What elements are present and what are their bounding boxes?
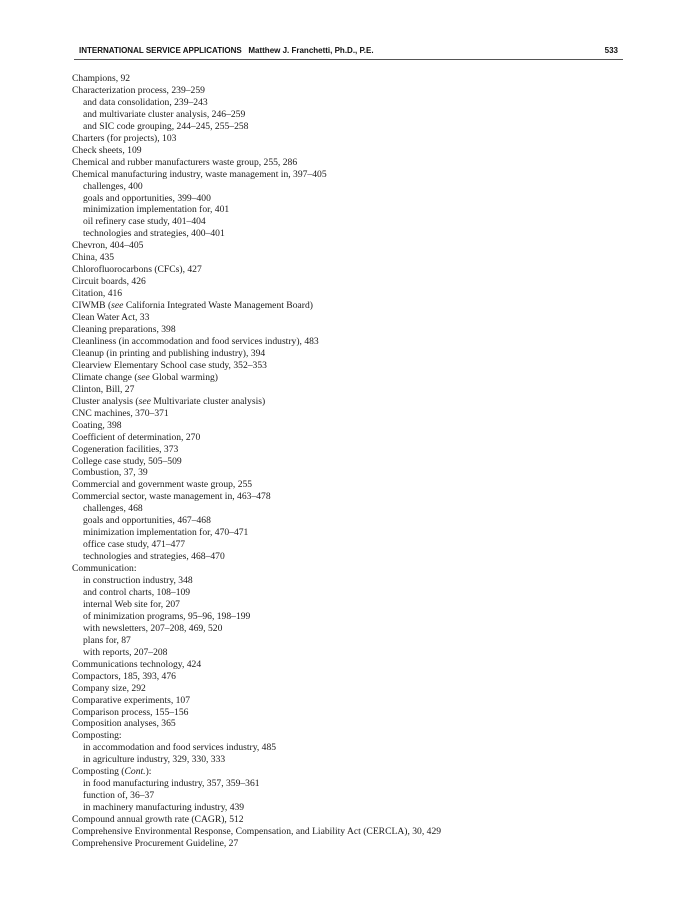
index-entry [72,312,632,324]
index-subentry [72,754,632,766]
entry-text: Composting: [72,730,122,742]
entry-text: Chevron, 404–405 [72,240,144,252]
entry-italic-text: see [138,395,151,407]
entry-text: in construction industry, 348 [83,575,193,587]
entry-text: Comparative experiments, 107 [72,694,191,706]
running-header-title [79,46,374,55]
index-entry [72,264,632,276]
entry-text: challenges, 468 [83,503,143,515]
entry-text: technologies and strategies, 468–470 [83,551,225,563]
entry-text: Communication: [72,563,137,575]
entry-text: Compactors, 185, 393, 476 [72,670,176,682]
index-entry [72,336,632,348]
index-entry [72,671,632,683]
index-subentry [72,599,632,611]
entry-text: with newsletters, 207–208, 469, 520 [83,622,223,634]
index-entry [72,240,632,252]
entry-text: plans for, 87 [83,634,131,646]
entry-text: College case study, 505–509 [72,455,182,467]
index-subentry [72,216,632,228]
entry-text: Comprehensive Procurement Guideline, 27 [72,838,239,849]
index-subentry [72,587,632,599]
entry-text: California Integrated Waste Management Board) [123,300,313,312]
index-subentry [72,97,632,109]
index-entry [72,348,632,360]
index-entry [72,491,632,503]
entry-text: Cleanliness (in accommodation and food services industry), 483 [72,335,319,347]
entry-text: Clean Water Act, 33 [72,312,150,324]
index-entry [72,563,632,575]
index-entry [72,384,632,396]
index-entry [72,444,632,456]
entry-text: technologies and strategies, 400–401 [83,228,225,240]
entry-text: internal Web site for, 207 [83,598,180,610]
entry-text: Chemical and rubber manufacturers waste group, 255, 286 [72,156,298,168]
entry-text: Clearview Elementary School case study, 352–353 [72,359,267,371]
entry-italic-text: see [137,371,150,383]
index-subentry [72,802,632,814]
index-subentry [72,575,632,587]
index-entry [72,467,632,479]
index-subentry [72,515,632,527]
entry-text: Chlorofluorocarbons (CFCs), 427 [72,264,202,276]
index-entry [72,408,632,420]
index-subentry [72,204,632,216]
entry-text: in machinery manufacturing industry, 439 [83,802,245,814]
entry-text: office case study, 471–477 [83,539,186,551]
index-entry [72,300,632,312]
entry-text: Composition analyses, 365 [72,718,176,730]
entry-text: Comparison process, 155–156 [72,706,189,718]
entry-text: minimization implementation for, 401 [83,204,230,216]
entry-italic-text: Cont. [124,766,146,778]
index-entry [72,157,632,169]
entry-text: Company size, 292 [72,682,146,694]
index-entry [72,276,632,288]
entry-text: goals and opportunities, 467–468 [83,515,211,527]
entry-text: Global warming) [149,371,218,383]
entry-text: Commercial and government waste group, 255 [72,479,253,491]
index-entry [72,73,632,85]
entry-text: Chemical manufacturing industry, waste management in, 397–405 [72,168,327,180]
index-entry [72,432,632,444]
entry-text: Charters (for projects), 103 [72,132,177,144]
index-subentry [72,503,632,515]
index-subentry [72,121,632,133]
index-subentry [72,778,632,790]
index-subentry [72,193,632,205]
entry-text: Commercial sector, waste management in, 463–478 [72,491,271,503]
entry-text: Composting ( [72,766,125,778]
index-list [72,73,632,850]
entry-text: Champions, 92 [72,73,131,84]
index-entry [72,145,632,157]
index-entry [72,659,632,671]
index-entry [72,695,632,707]
index-subentry [72,109,632,121]
entry-text: and SIC code grouping, 244–245, 255–258 [83,120,249,132]
index-entry [72,683,632,695]
index-subentry [72,790,632,802]
index-entry [72,814,632,826]
entry-text: Characterization process, 239–259 [72,84,205,96]
entry-text: Cluster analysis ( [72,395,139,407]
index-subentry [72,539,632,551]
entry-text: in agriculture industry, 329, 330, 333 [83,754,226,766]
index-entry [72,360,632,372]
index-subentry [72,551,632,563]
index-subentry [72,647,632,659]
index-subentry [72,742,632,754]
index-subentry [72,635,632,647]
entry-text: Multivariate cluster analysis) [150,395,266,407]
entry-text: oil refinery case study, 401–404 [83,216,206,228]
index-entry [72,85,632,97]
entry-text: Climate change ( [72,371,138,383]
index-subentry [72,623,632,635]
entry-text: goals and opportunities, 399–400 [83,192,211,204]
entry-text: Communications technology, 424 [72,658,202,670]
index-entry [72,730,632,742]
index-entry [72,838,632,850]
entry-text: minimization implementation for, 470–471 [83,527,249,539]
entry-text: Coefficient of determination, 270 [72,431,201,443]
index-entry [72,288,632,300]
entry-text: ): [145,766,152,778]
entry-text: Cleanup (in printing and publishing industry), 394 [72,347,266,359]
entry-text: and control charts, 108–109 [83,586,191,598]
entry-text: Check sheets, 109 [72,144,142,156]
index-entry [72,826,632,838]
entry-text: and multivariate cluster analysis, 246–259 [83,108,246,120]
entry-text: Cogeneration facilities, 373 [72,443,179,455]
index-subentry [72,181,632,193]
entry-text: Clinton, Bill, 27 [72,383,135,395]
entry-text: with reports, 207–208 [83,646,168,658]
entry-text: function of, 36–37 [83,790,155,802]
entry-text: CIWMB ( [72,300,112,312]
entry-text: and data consolidation, 239–243 [83,96,208,108]
entry-text: in food manufacturing industry, 357, 359–361 [83,778,260,790]
entry-text: challenges, 400 [83,180,143,192]
entry-text: Circuit boards, 426 [72,276,146,288]
entry-text: of minimization programs, 95–96, 198–199 [83,610,251,622]
page-number: 533 [604,46,618,55]
index-subentry [72,228,632,240]
index-entry [72,372,632,384]
index-subentry [72,527,632,539]
index-entry [72,324,632,336]
index-entry [72,479,632,491]
entry-text: Citation, 416 [72,288,123,300]
index-entry [72,456,632,468]
index-subentry [72,611,632,623]
entry-text: Combustion, 37, 39 [72,467,148,479]
entry-text: CNC machines, 370–371 [72,407,169,419]
index-entry [72,766,632,778]
header-rule [74,59,623,60]
index-entry [72,169,632,181]
entry-text: in accommodation and food services industry, 485 [83,742,277,754]
entry-text: Cleaning preparations, 398 [72,324,176,336]
index-entry [72,420,632,432]
entry-text: Comprehensive Environmental Response, Compensation, and Liability Act (CERCLA), 30, 429 [72,826,442,838]
index-entry [72,718,632,730]
index-entry [72,133,632,145]
entry-text: Coating, 398 [72,419,122,431]
entry-italic-text: see [111,300,124,312]
author-name: Matthew J. Franchetti, Ph.D., P.E. [248,46,374,55]
book-title: INTERNATIONAL SERVICE APPLICATIONS [79,46,242,55]
index-entry [72,707,632,719]
entry-text: Compound annual growth rate (CAGR), 512 [72,814,244,826]
entry-text: China, 435 [72,252,115,264]
index-entry [72,396,632,408]
index-entry [72,252,632,264]
